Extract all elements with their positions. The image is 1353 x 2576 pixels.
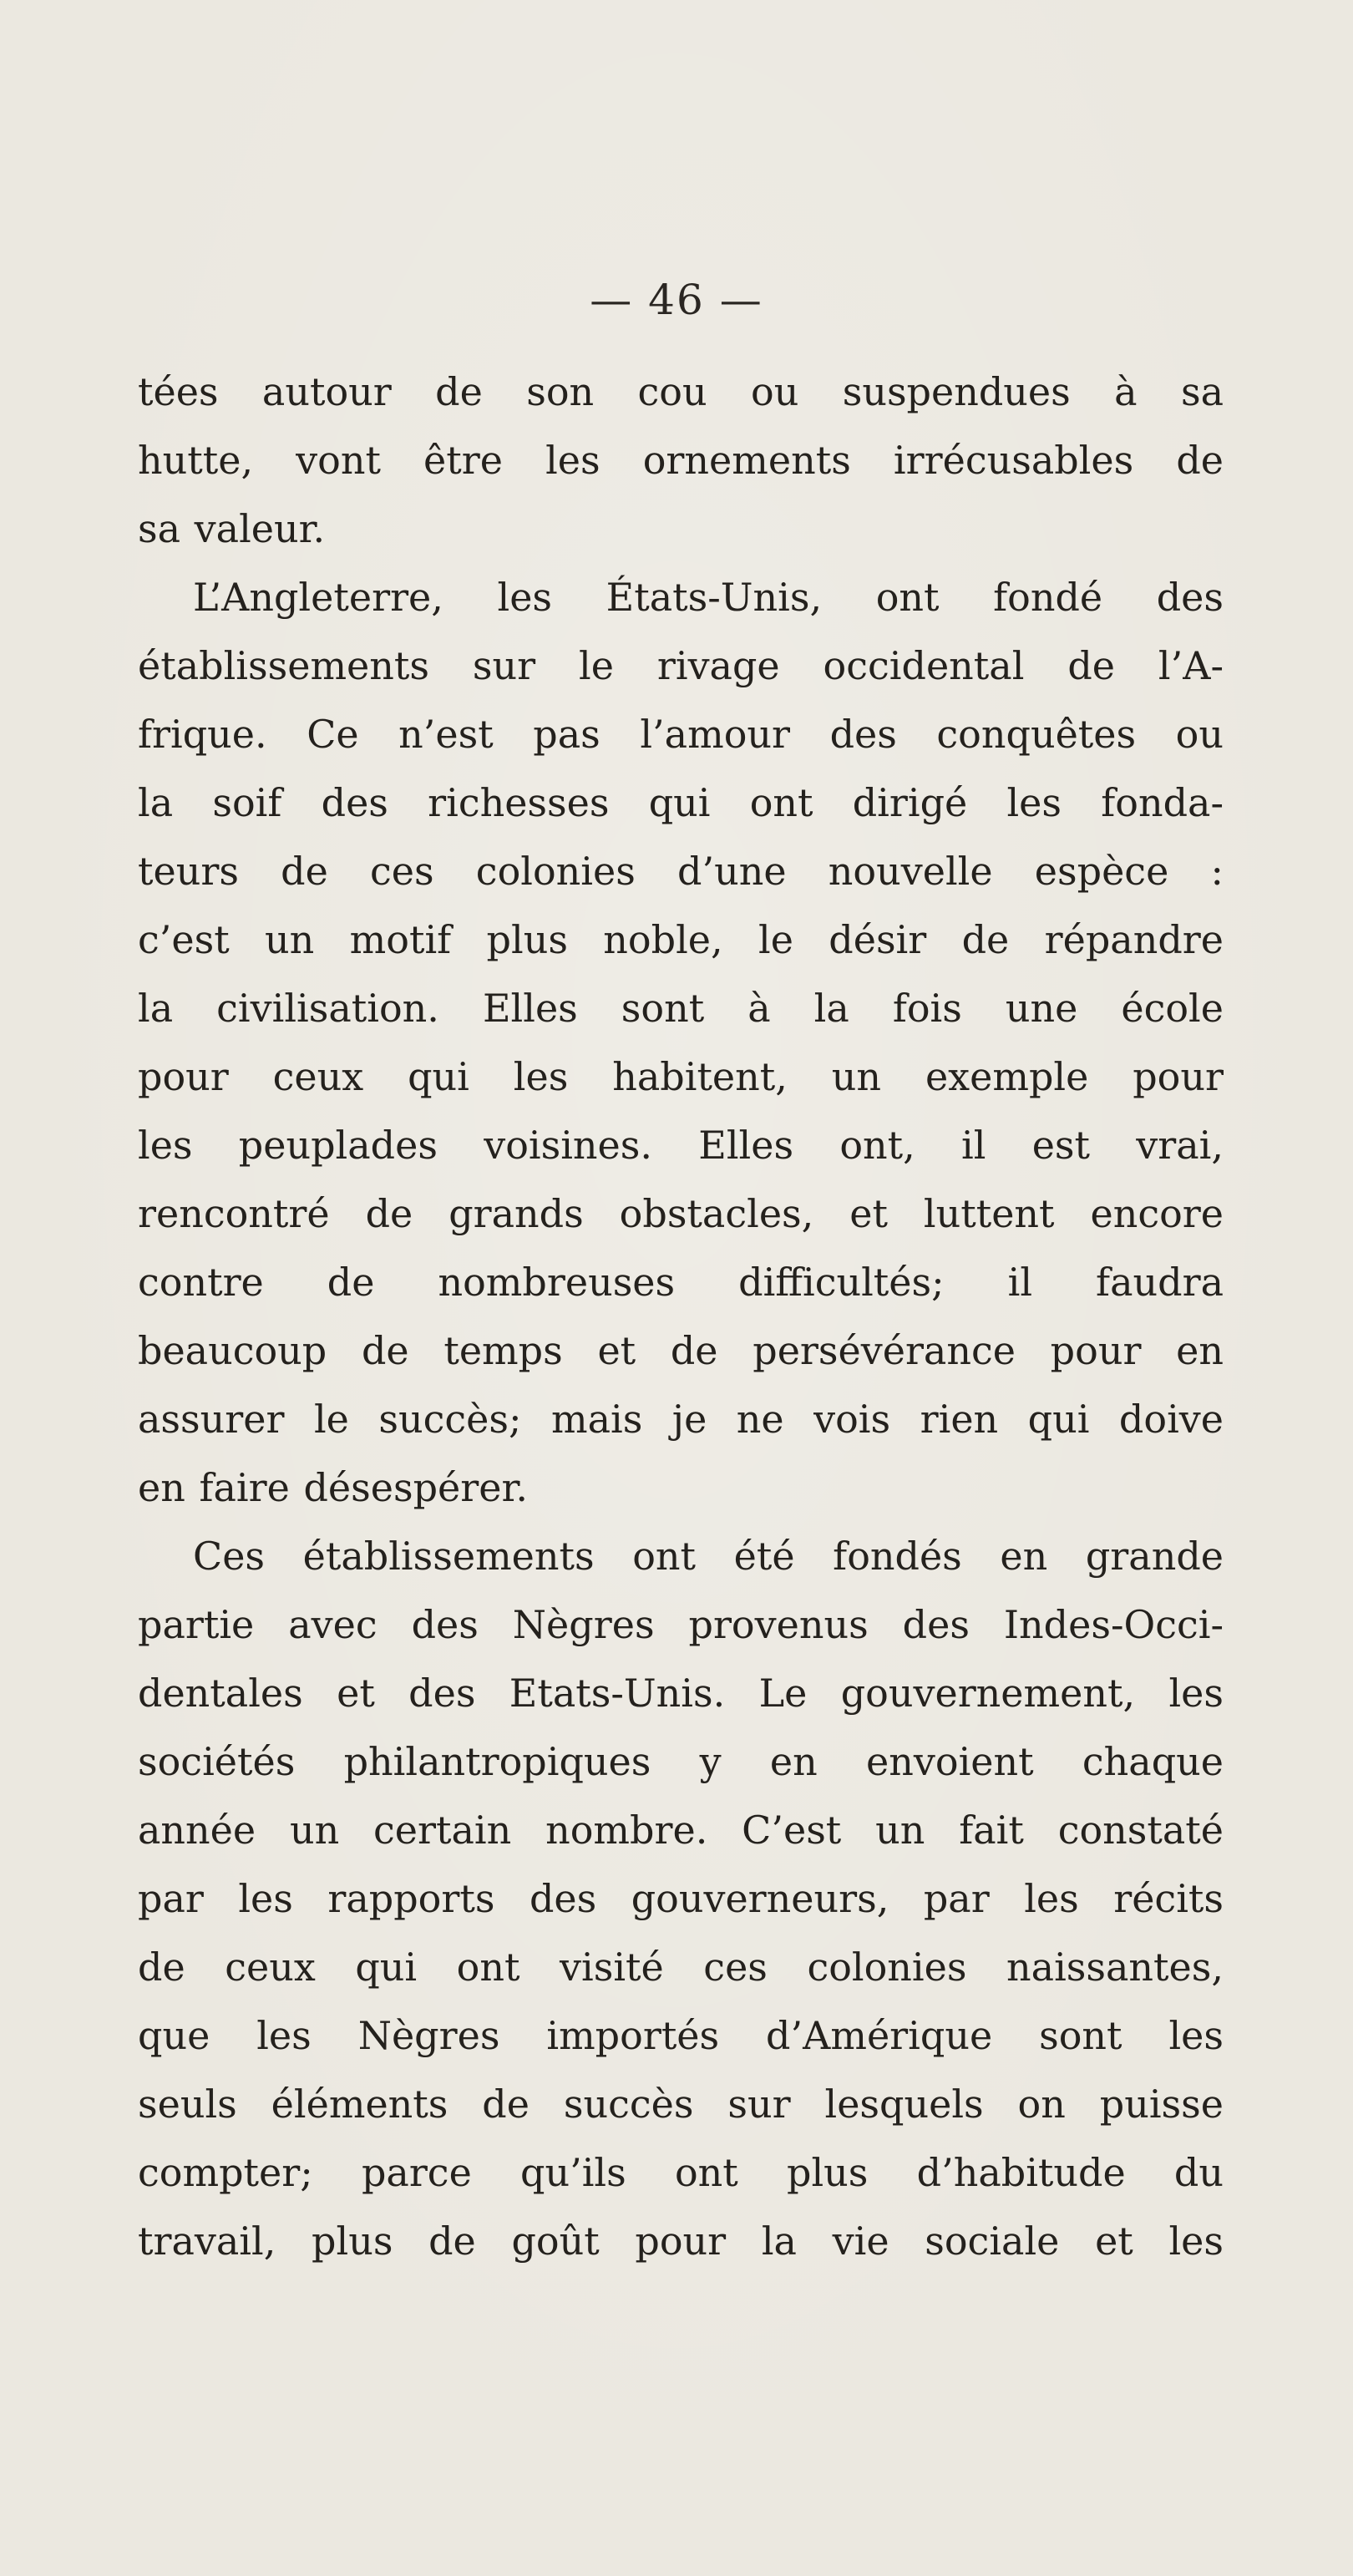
text-line: seuls éléments de succès sur lesquels on puisse [138, 2082, 1224, 2127]
text-line: pour ceux qui les habitent, un exemple pour [138, 1054, 1224, 1099]
text-line: beaucoup de temps et de persévérance pour en [138, 1328, 1224, 1373]
text-line: c’est un motif plus noble, le désir de répandre [138, 917, 1224, 962]
text-line: les peuplades voisines. Elles ont, il est vrai, [138, 1123, 1224, 1168]
page-number: — 46 — [590, 276, 763, 324]
text-line: sociétés philantropiques y en envoient chaque [138, 1739, 1224, 1784]
text-line: que les Nègres importés d’Amérique sont les [138, 2013, 1224, 2058]
text-line: frique. Ce n’est pas l’amour des conquêtes ou [138, 712, 1224, 757]
text-line: contre de nombreuses difficultés; il faudra [138, 1260, 1224, 1305]
text-line: rencontré de grands obstacles, et luttent encore [138, 1191, 1224, 1236]
body-text [138, 357, 1224, 2275]
text-line: L’Angleterre, les États-Unis, ont fondé des [193, 575, 1224, 620]
text-line: compter; parce qu’ils ont plus d’habitude du [138, 2150, 1224, 2195]
text-line: teurs de ces colonies d’une nouvelle espèce : [138, 849, 1224, 894]
text-line: dentales et des Etats-Unis. Le gouvernement, les [138, 1671, 1224, 1716]
text-line: Ces établissements ont été fondés en grande [193, 1534, 1224, 1579]
text-line: partie avec des Nègres provenus des Indes-Occi- [138, 1602, 1224, 1647]
text-line: la civilisation. Elles sont à la fois une école [138, 986, 1224, 1031]
text-line: établissements sur le rivage occidental de l’A- [138, 643, 1224, 688]
text-line: tées autour de son cou ou suspendues à sa [138, 369, 1224, 414]
text-line: en faire désespérer. [138, 1465, 529, 1510]
text-line: année un certain nombre. C’est un fait constaté [138, 1808, 1224, 1853]
text-line: par les rapports des gouverneurs, par les récits [138, 1876, 1224, 1921]
text-line: assurer le succès; mais je ne vois rien qui doive [138, 1397, 1224, 1442]
text-line: sa valeur. [138, 506, 326, 551]
text-line: travail, plus de goût pour la vie sociale et les [138, 2219, 1224, 2264]
text-line: la soif des richesses qui ont dirigé les fonda- [138, 780, 1224, 825]
text-line: de ceux qui ont visité ces colonies naissantes, [138, 1945, 1224, 1990]
text-line: hutte, vont être les ornements irrécusables de [138, 438, 1224, 483]
